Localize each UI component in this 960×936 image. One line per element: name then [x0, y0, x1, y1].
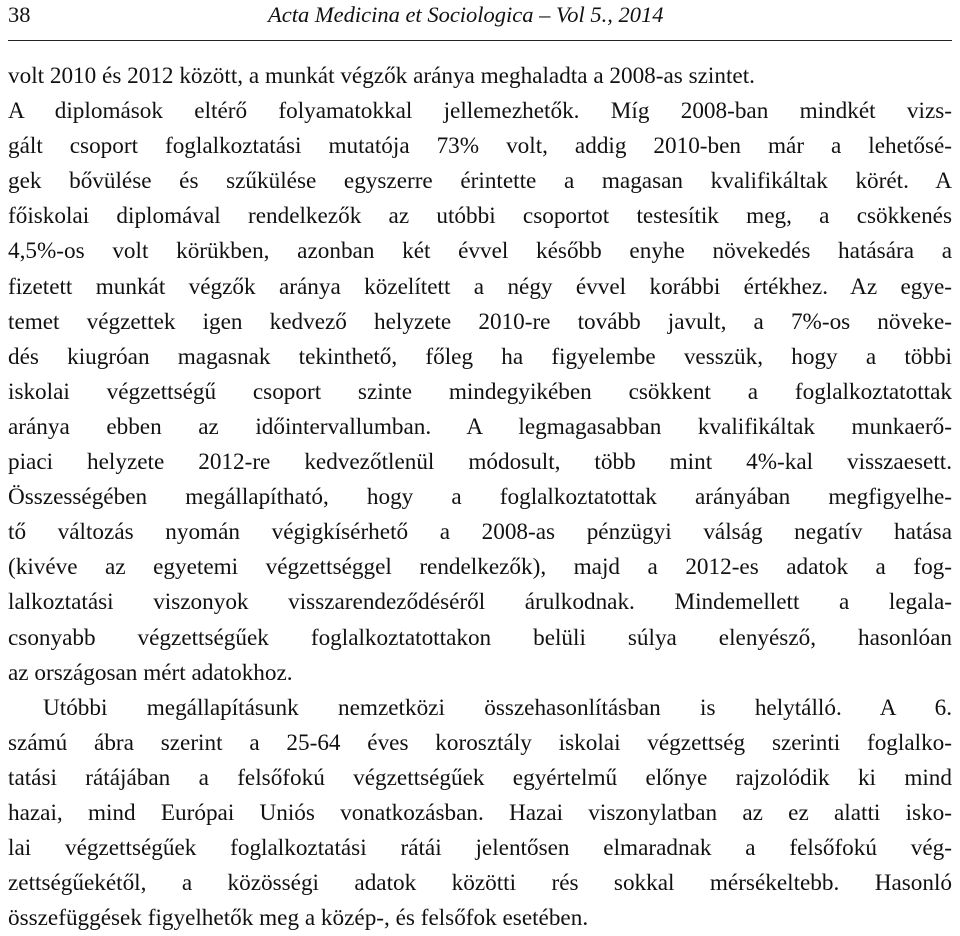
text-line: Utóbbi megállapításunk nemzetközi összehasonlításban is helytálló. A 6. [43, 694, 952, 721]
text-line: volt 2010 és 2012 között, a munkát végzők aránya meghaladta a 2008-as szintet. [8, 63, 755, 89]
text-line: gek bővülése és szűkülése egyszerre érintette a magasan kvalifikáltak körét. A [8, 168, 952, 195]
text-line: főiskolai diplomával rendelkezők az utóbbi csoportot testesítik meg, a csökkenés [8, 203, 952, 230]
text-line: fizetett munkát végzők aránya közelített a négy évvel korábbi értékhez. Az egye- [8, 273, 952, 300]
text-line: Összességében megállapítható, hogy a foglalkoztatottak arányában megfigyelhe- [8, 484, 952, 511]
text-line: hazai, mind Európai Uniós vonatkozásban. Hazai viszonylatban az ez alatti isko- [8, 799, 952, 826]
text-line: aránya ebben az időintervallumban. A legmagasabban kvalifikáltak munkaerő- [8, 413, 952, 440]
page-number: 38 [8, 2, 31, 27]
journal-title: Acta Medicina et Sociologica – Vol 5., 2014 [268, 2, 664, 27]
text-line: az országosan mért adatokhoz. [8, 659, 293, 686]
text-line: csonyabb végzettségűek foglalkoztatottakon belüli súlya elenyésző, hasonlóan [8, 624, 952, 651]
body-text [8, 59, 952, 936]
text-line: (kivéve az egyetemi végzettséggel rendelkezők), majd a 2012-es adatok a fog- [8, 554, 952, 581]
text-line: gált csoport foglalkoztatási mutatója 73% volt, addig 2010-ben már a lehetősé- [8, 133, 952, 160]
text-line: temet végzettek igen kedvező helyzete 2010-re tovább javult, a 7%-os növeke- [8, 308, 952, 335]
text-line: 4,5%-os volt körükben, azonban két évvel később enyhe növekedés hatására a [8, 238, 952, 265]
text-line: tő változás nyomán végigkísérhető a 2008-as pénzügyi válság negatív hatása [8, 519, 952, 546]
text-line: A diplomások eltérő folyamatokkal jellemezhetők. Míg 2008-ban mindkét vizs- [8, 98, 952, 125]
text-line: lai végzettségűek foglalkoztatási rátái jelentősen elmaradnak a felsőfokú vég- [8, 835, 952, 862]
text-line: zettségűekétől, a közösségi adatok közötti rés sokkal mérsékeltebb. Hasonló [8, 870, 952, 897]
text-line: dés kiugróan magasnak tekinthető, főleg ha figyelembe vesszük, hogy a többi [8, 343, 952, 370]
running-header [8, 0, 952, 41]
text-line: lalkoztatási viszonyok visszarendeződéséről árulkodnak. Mindemellett a legala- [8, 589, 952, 616]
text-line: számú ábra szerint a 25-64 éves korosztály iskolai végzettség szerinti foglalko- [8, 729, 952, 756]
text-line: iskolai végzettségű csoport szinte mindegyikében csökkent a foglalkoztatottak [8, 378, 952, 405]
text-line: piaci helyzete 2012-re kedvezőtlenül módosult, több mint 4%-kal visszaesett. [8, 449, 952, 476]
text-line: összefüggések figyelhetők meg a közép-, és felsőfok esetében. [8, 905, 589, 932]
text-line: tatási rátájában a felsőfokú végzettségűek egyértelmű előnye rajzolódik ki mind [8, 764, 952, 791]
